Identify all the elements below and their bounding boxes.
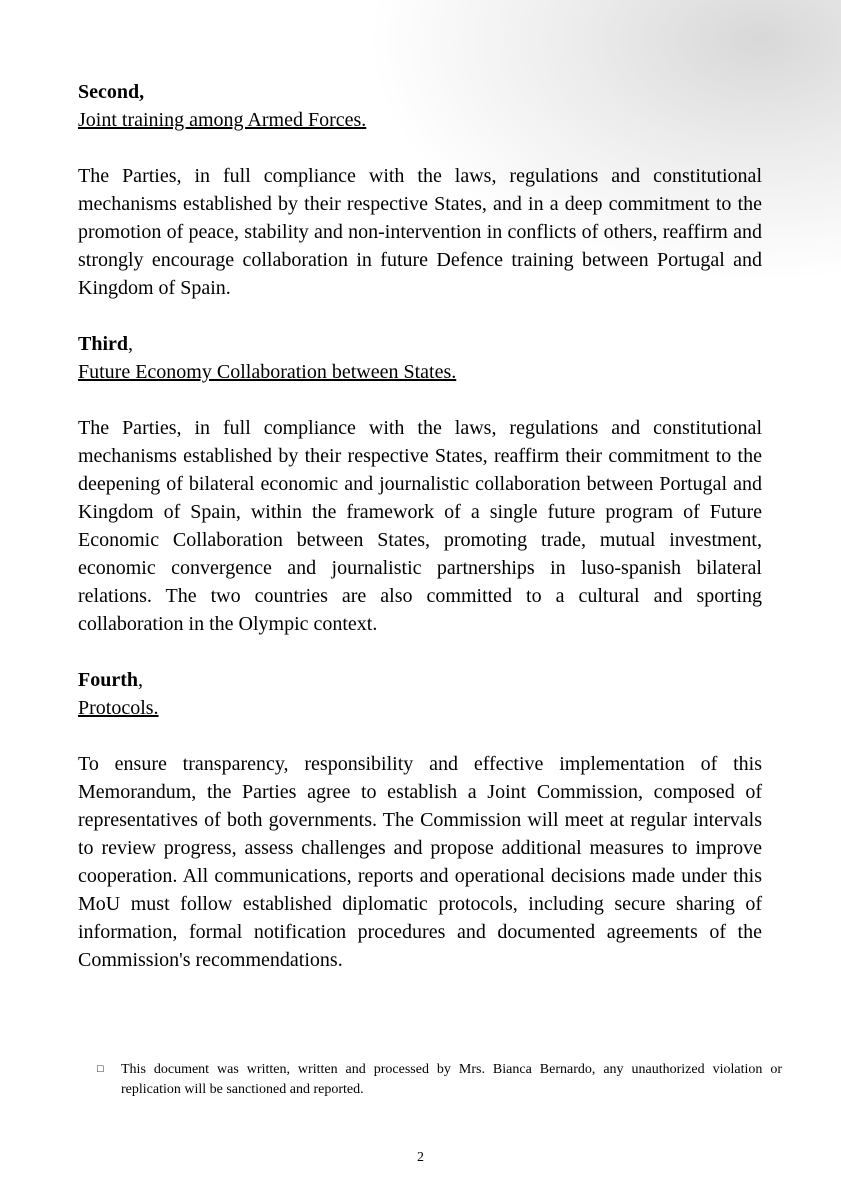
- section-heading-third: Third,: [78, 333, 134, 355]
- footnote-bullet-icon: □: [97, 1063, 104, 1075]
- section-body-future-economy: The Parties, in full compliance with the laws, regulations and constitutional mechanisms established by their respective States, reaffirm their commitment to the deepening of bilateral economic and journalistic collaboration between Portugal and Kingdom of Spain, within the framework of a single future program of Future Economic Collaboration between States, promoting trade, mutual investment, economic convergence and journalistic partnerships in luso-spanish bilateral relations. The two countries are also committed to a cultural and sporting collaboration in the Olympic context.: [78, 417, 762, 635]
- footnote-text: This document was written, written and processed by Mrs. Bianca Bernardo, any unauthorized violation or replication will be sanctioned and reported.: [121, 1062, 782, 1097]
- section-subheading-future-economy: Future Economy Collaboration between States.: [78, 361, 457, 383]
- footnote: [97, 1060, 782, 1100]
- section-subheading-protocols: Protocols.: [78, 697, 159, 719]
- section-body-protocols: To ensure transparency, responsibility and effective implementation of this Memorandum, the Parties agree to establish a Joint Commission, composed of representatives of both governments. The Commission will meet at regular intervals to review progress, assess challenges and propose additional measures to improve cooperation. All communications, reports and operational decisions made under this MoU must follow established diplomatic protocols, including secure sharing of information, formal notification procedures and documented agreements of the Commission's recommendations.: [78, 753, 762, 971]
- section-heading-second: Second,: [78, 81, 145, 103]
- page-number: 2: [417, 1150, 424, 1165]
- section-body-joint-training: The Parties, in full compliance with the laws, regulations and constitutional mechanisms established by their respective States, and in a deep commitment to the promotion of peace, stability and non-intervention in conflicts of others, reaffirm and strongly encourage collaboration in future Defence training between Portugal and Kingdom of Spain.: [78, 165, 762, 299]
- section-heading-fourth: Fourth,: [78, 669, 143, 691]
- document-page: [78, 78, 762, 1002]
- section-subheading-joint-training: Joint training among Armed Forces.: [78, 109, 367, 131]
